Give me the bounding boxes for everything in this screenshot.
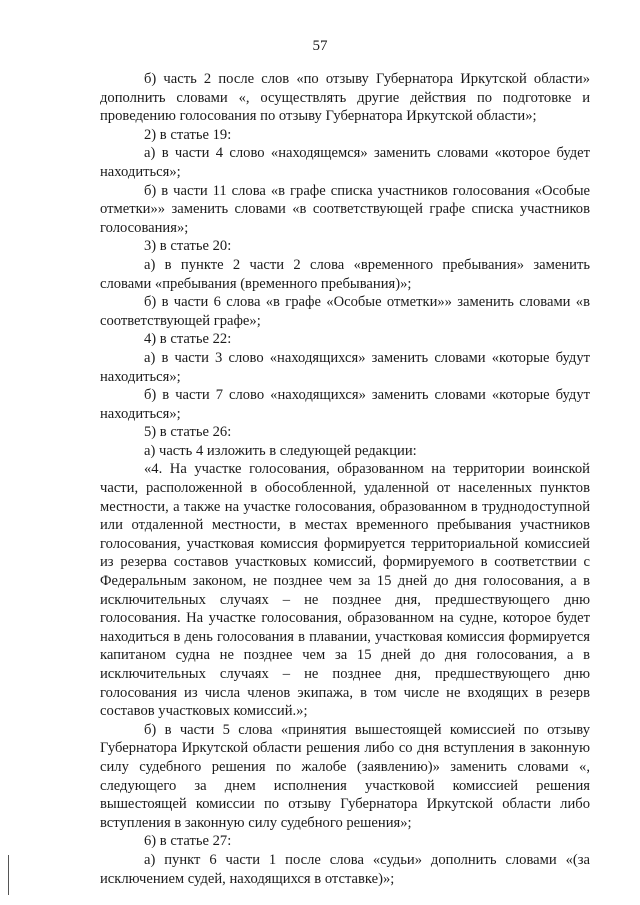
- paragraph: б) в части 11 слова «в графе списка участников голосования «Особые отметки»» заменить словами «в соответствующей графе списка участников голосования»;: [100, 182, 590, 236]
- paragraph: а) часть 4 изложить в следующей редакции:: [144, 442, 417, 459]
- paragraph: б) часть 2 после слов «по отзыву Губернатора Иркутской области» дополнить словами «, осуществлять другие действия по подготовке и проведению голосования по отзыву Губернатора Иркутской области»;: [100, 71, 590, 125]
- paragraph: а) в пункте 2 части 2 слова «временного пребывания» заменить словами «пребывания (временного пребывания)»;: [100, 256, 590, 292]
- paragraph: 3) в статье 20:: [144, 238, 232, 255]
- paragraph: а) в части 3 слово «находящихся» заменить словами «которые будут находиться»;: [100, 349, 590, 385]
- scan-edge-line: [8, 855, 9, 895]
- paragraph: 2) в статье 19:: [144, 126, 232, 143]
- paragraph: б) в части 7 слово «находящихся» заменить словами «которые будут находиться»;: [100, 387, 590, 422]
- document-body: [100, 70, 590, 888]
- paragraph: а) пункт 6 части 1 после слова «судьи» дополнить словами «(за исключением судей, находящихся в отставке)»;: [100, 851, 590, 887]
- paragraph: 6) в статье 27:: [144, 833, 232, 850]
- paragraph: «4. На участке голосования, образованном на территории воинской части, расположенной в обособленной, удаленной от населенных пунктов местности, а также на участке голосования, образованном в труднодоступной или отдаленной местности, в местах временного пребывания участников голосования, участковая комиссия формируется территориальной комиссией из резерва составов участковых комиссий, формируемого в соответствии с Федеральным законом, не позднее чем за 15 дней до дня голосования, а в исключительных случаях – не позднее дня, предшествующего дню голосования. На участке голосования, образованном на судне, которое будет находиться в день голосования в плавании, участковая комиссия формируется капитаном судна не позднее чем за 15 дней до дня голосования, а в исключительных случаях – не позднее дня, предшествующего дню голосования из числа членов экипажа, в том числе не входящих в резерв составов участковых комиссий.»;: [100, 461, 590, 720]
- paragraph: 4) в статье 22:: [144, 331, 232, 348]
- paragraph: б) в части 5 слова «принятия вышестоящей комиссией по отзыву Губернатора Иркутской области решения либо со дня вступления в законную силу судебного решения по жалобе (заявлению)» заменить словами «, следующего за днем исполнения участковой комиссией решения вышестоящей комиссии по отзыву Губернатора Иркутской области либо вступления в законную силу судебного решения»;: [100, 721, 590, 831]
- paragraph: б) в части 6 слова «в графе «Особые отметки»» заменить словами «в соответствующей графе»;: [100, 294, 590, 329]
- paragraph: 5) в статье 26:: [144, 424, 232, 441]
- paragraph: а) в части 4 слово «находящемся» заменить словами «которое будет находиться»;: [100, 145, 590, 180]
- page-number: 57: [312, 38, 328, 54]
